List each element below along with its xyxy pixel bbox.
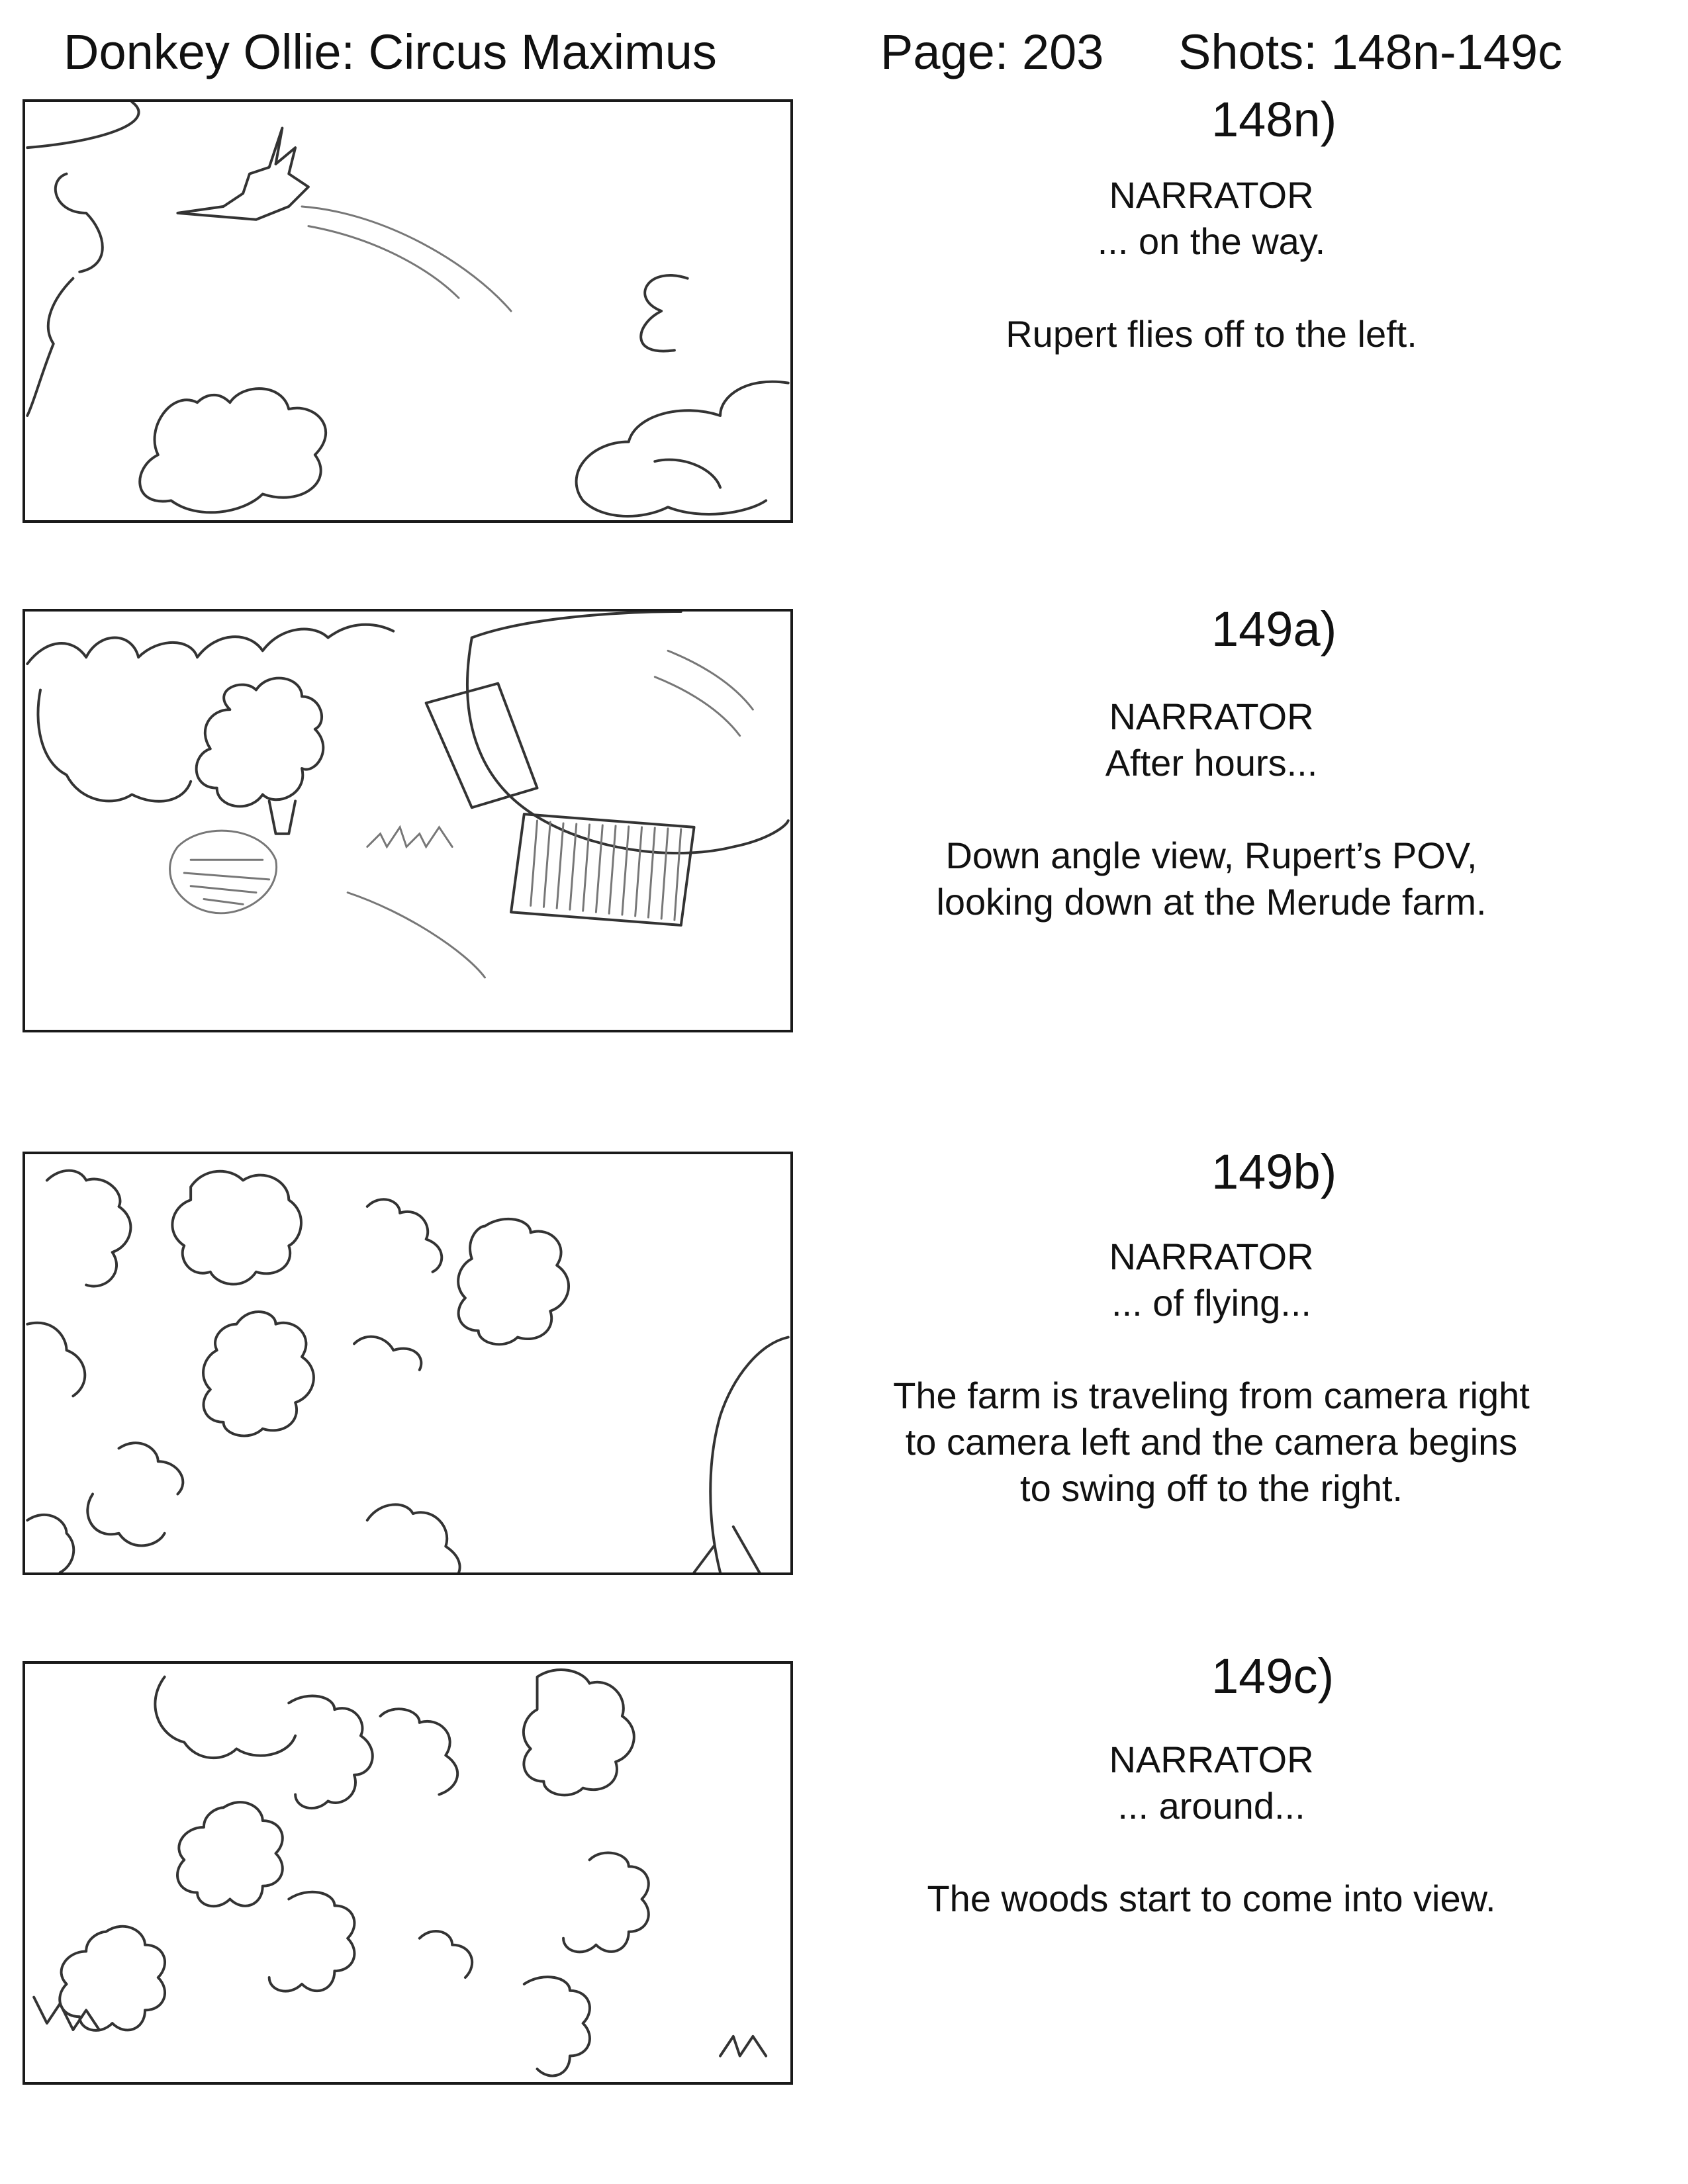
speaker-name: NARRATOR xyxy=(1109,174,1314,216)
sketch-farm-from-above xyxy=(25,612,790,1030)
shot-notes-149a xyxy=(841,694,1582,925)
shot-notes-149c xyxy=(841,1737,1582,1922)
shot-notes-148n xyxy=(841,172,1582,357)
dialogue-line: After hours... xyxy=(1105,742,1318,784)
speaker-name: NARRATOR xyxy=(1109,1236,1314,1277)
action-line: The woods start to come into view. xyxy=(927,1878,1496,1919)
page-number: Page: 203 xyxy=(880,24,1104,79)
storyboard-panel-148n xyxy=(23,99,793,523)
action-line: Rupert flies off to the left. xyxy=(1006,313,1417,355)
shot-id-149a: 149a) xyxy=(1211,602,1337,657)
sketch-treetops-and-farm-edge xyxy=(25,1154,790,1572)
action-line: looking down at the Merude farm. xyxy=(936,881,1487,923)
storyboard-panel-149c xyxy=(23,1661,793,2085)
action-line: to swing off to the right. xyxy=(1020,1467,1403,1509)
shot-id-149b: 149b) xyxy=(1211,1144,1337,1199)
shot-range: Shots: 148n-149c xyxy=(1178,24,1563,79)
show-title: Donkey Ollie: Circus Maximus xyxy=(64,24,717,79)
storyboard-panel-149b xyxy=(23,1152,793,1575)
sketch-bird-in-clouds xyxy=(25,102,790,520)
speaker-name: NARRATOR xyxy=(1109,1739,1314,1780)
sketch-woods-coming-into-view xyxy=(25,1664,790,2082)
dialogue-line: ... of flying... xyxy=(1111,1282,1311,1324)
action-line: The farm is traveling from camera right xyxy=(893,1375,1530,1416)
dialogue-line: ... around... xyxy=(1117,1785,1305,1827)
dialogue-line: ... on the way. xyxy=(1097,220,1326,262)
shot-notes-149b xyxy=(841,1234,1582,1512)
shot-id-149c: 149c) xyxy=(1211,1649,1335,1704)
shot-id-148n: 148n) xyxy=(1211,92,1337,147)
speaker-name: NARRATOR xyxy=(1109,696,1314,737)
action-line: Down angle view, Rupert’s POV, xyxy=(945,835,1477,876)
storyboard-panel-149a xyxy=(23,609,793,1032)
action-line: to camera left and the camera begins xyxy=(905,1421,1518,1463)
